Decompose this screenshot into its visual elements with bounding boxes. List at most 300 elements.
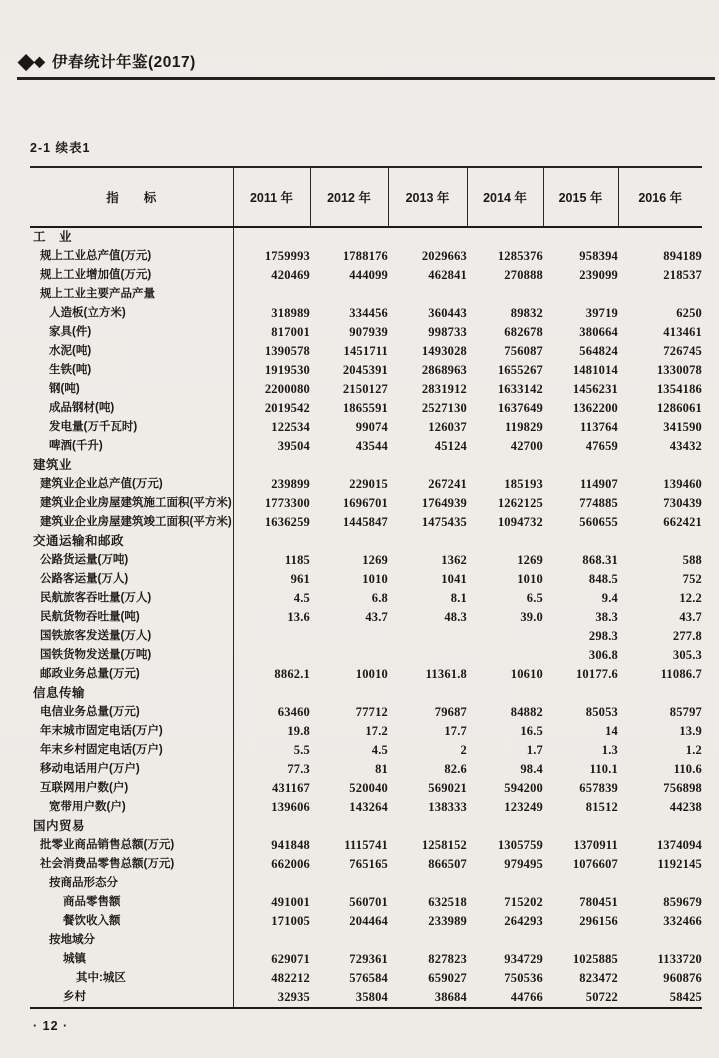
year-value xyxy=(618,285,702,304)
year-value: 110.6 xyxy=(673,762,702,776)
year-value: 2150127 xyxy=(342,382,388,396)
indicator-label: 民航货物吞吐量(吨) xyxy=(30,608,233,627)
year-value xyxy=(310,227,388,247)
year-column-header: 2011 年 xyxy=(233,167,310,227)
year-value xyxy=(543,227,618,247)
year-value: 77712 xyxy=(355,705,388,719)
year-value: 941848 xyxy=(271,838,310,852)
year-value: 1305759 xyxy=(497,838,543,852)
indicator-label: 国铁货物发送量(万吨) xyxy=(30,646,233,665)
year-value: 58425 xyxy=(618,988,702,1008)
year-value: 19.8 xyxy=(287,724,310,738)
year-value: 13.9 xyxy=(679,724,702,738)
year-value: 6.8 xyxy=(371,591,388,605)
year-value: 998733 xyxy=(428,325,467,339)
table-row xyxy=(30,494,702,513)
year-value: 1258152 xyxy=(421,838,467,852)
table-header-row xyxy=(30,167,702,227)
table-row xyxy=(30,855,702,874)
year-value: 2 xyxy=(460,743,467,757)
indicator-label: 公路货运量(万吨) xyxy=(30,551,233,570)
year-value: 569021 xyxy=(428,781,467,795)
indicator-column-header: 指 标 xyxy=(30,167,233,227)
year-value: 444099 xyxy=(349,268,388,282)
table-row xyxy=(30,874,702,893)
year-value: 38684 xyxy=(388,988,467,1008)
year-value: 752 xyxy=(682,572,702,586)
year-value: 39.0 xyxy=(520,610,543,624)
year-value xyxy=(310,646,388,665)
indicator-label: 宽带用户数(户) xyxy=(30,798,233,817)
year-value: 2527130 xyxy=(421,401,467,415)
table-row xyxy=(30,266,702,285)
year-value xyxy=(543,874,618,893)
year-value: 89832 xyxy=(510,306,543,320)
table-row xyxy=(30,627,702,646)
year-value: 1025885 xyxy=(572,952,618,966)
year-value xyxy=(618,684,702,703)
year-value xyxy=(233,874,310,893)
year-value: 1696701 xyxy=(342,496,388,510)
year-value xyxy=(618,817,702,836)
table-row xyxy=(30,893,702,912)
indicator-label: 国铁旅客发送量(万人) xyxy=(30,627,233,646)
year-value xyxy=(543,931,618,950)
year-value: 1133720 xyxy=(657,952,702,966)
year-value: 114907 xyxy=(579,477,618,491)
year-column-header: 2016 年 xyxy=(618,167,702,227)
year-value: 305.3 xyxy=(672,648,702,662)
year-value: 894189 xyxy=(663,249,702,263)
table-row xyxy=(30,798,702,817)
year-value: 171005 xyxy=(271,914,310,928)
year-value: 750536 xyxy=(504,971,543,985)
year-value: 1354186 xyxy=(656,382,702,396)
year-value: 11361.8 xyxy=(425,667,467,681)
year-value xyxy=(310,817,388,836)
year-value: 1788176 xyxy=(342,249,388,263)
year-value: 1094732 xyxy=(497,515,543,529)
year-value: 1493028 xyxy=(421,344,467,358)
year-value: 756898 xyxy=(663,781,702,795)
year-value xyxy=(467,532,543,551)
year-value: 35804 xyxy=(310,988,388,1008)
year-value: 277.8 xyxy=(672,629,702,643)
year-value: 12.2 xyxy=(679,591,702,605)
section-label: 工 业 xyxy=(30,227,233,247)
year-value: 629071 xyxy=(271,952,310,966)
year-value: 360443 xyxy=(428,306,467,320)
section-header-row xyxy=(30,684,702,703)
year-value: 560701 xyxy=(349,895,388,909)
year-value xyxy=(310,684,388,703)
year-value: 110.1 xyxy=(589,762,618,776)
year-value: 1633142 xyxy=(497,382,543,396)
year-value xyxy=(618,874,702,893)
year-value xyxy=(467,646,543,665)
year-value: 233989 xyxy=(428,914,467,928)
year-value: 1330078 xyxy=(656,363,702,377)
year-value xyxy=(467,285,543,304)
year-value: 239099 xyxy=(579,268,618,282)
year-value: 43432 xyxy=(669,439,702,453)
year-value: 17.2 xyxy=(365,724,388,738)
statistics-table xyxy=(30,166,702,1009)
year-value: 332466 xyxy=(663,914,702,928)
year-value: 715202 xyxy=(504,895,543,909)
year-value: 662006 xyxy=(271,857,310,871)
year-value: 239899 xyxy=(271,477,310,491)
year-value: 1076607 xyxy=(572,857,618,871)
year-value: 659027 xyxy=(428,971,467,985)
year-value: 462841 xyxy=(428,268,467,282)
year-value: 520040 xyxy=(349,781,388,795)
year-value: 13.6 xyxy=(287,610,310,624)
indicator-label: 按商品形态分 xyxy=(30,874,233,893)
year-value xyxy=(310,532,388,551)
year-value: 564824 xyxy=(579,344,618,358)
year-value: 44238 xyxy=(669,800,702,814)
year-value: 1759993 xyxy=(264,249,310,263)
year-value: 765165 xyxy=(349,857,388,871)
year-value: 960876 xyxy=(663,971,702,985)
year-value: 1041 xyxy=(441,572,467,586)
year-value: 431167 xyxy=(271,781,310,795)
year-value: 119829 xyxy=(504,420,543,434)
indicator-label: 啤酒(千升) xyxy=(30,437,233,456)
year-value xyxy=(233,646,310,665)
year-value xyxy=(467,227,543,247)
indicator-label: 生铁(吨) xyxy=(30,361,233,380)
indicator-label: 按地域分 xyxy=(30,931,233,950)
year-value: 2831912 xyxy=(421,382,467,396)
year-value: 4.5 xyxy=(371,743,388,757)
year-value: 16.5 xyxy=(520,724,543,738)
year-value xyxy=(310,285,388,304)
section-label: 建筑业 xyxy=(30,456,233,475)
year-value: 4.5 xyxy=(293,591,310,605)
diamond-icon: ◆ xyxy=(34,53,45,69)
year-value: 934729 xyxy=(504,952,543,966)
year-value xyxy=(233,684,310,703)
indicator-label: 乡村 xyxy=(30,988,233,1008)
year-value: 85053 xyxy=(585,705,618,719)
year-value: 2045391 xyxy=(342,363,388,377)
year-value: 1773300 xyxy=(264,496,310,510)
year-value: 979495 xyxy=(504,857,543,871)
indicator-label: 社会消费品零售总额(万元) xyxy=(30,855,233,874)
year-value: 5.5 xyxy=(293,743,310,757)
year-value: 848.5 xyxy=(588,572,618,586)
year-value: 8862.1 xyxy=(274,667,310,681)
table-row xyxy=(30,931,702,950)
table-row xyxy=(30,247,702,266)
year-value xyxy=(388,817,467,836)
year-value: 823472 xyxy=(579,971,618,985)
year-value: 413461 xyxy=(663,325,702,339)
table-row xyxy=(30,589,702,608)
indicator-label: 批零业商品销售总额(万元) xyxy=(30,836,233,855)
year-value: 139606 xyxy=(271,800,310,814)
year-value: 42700 xyxy=(510,439,543,453)
year-value: 1636259 xyxy=(264,515,310,529)
year-value xyxy=(467,684,543,703)
header-rule xyxy=(17,77,715,80)
year-value: 866507 xyxy=(428,857,467,871)
year-value: 84882 xyxy=(510,705,543,719)
year-value xyxy=(310,627,388,646)
indicator-label: 年末乡村固定电话(万户) xyxy=(30,741,233,760)
indicator-label: 邮政业务总量(万元) xyxy=(30,665,233,684)
year-value: 126037 xyxy=(428,420,467,434)
year-value: 756087 xyxy=(504,344,543,358)
year-value xyxy=(233,285,310,304)
year-value: 907939 xyxy=(349,325,388,339)
year-value: 576584 xyxy=(349,971,388,985)
indicator-label: 建筑业企业房屋建筑竣工面积(平方米) xyxy=(30,513,233,532)
year-value: 827823 xyxy=(428,952,467,966)
year-value: 2019542 xyxy=(264,401,310,415)
year-value: 48.3 xyxy=(444,610,467,624)
year-value: 1362 xyxy=(441,553,467,567)
page-header xyxy=(18,50,713,72)
indicator-label: 电信业务总量(万元) xyxy=(30,703,233,722)
year-column-header: 2013 年 xyxy=(388,167,467,227)
year-value: 122534 xyxy=(271,420,310,434)
table-row xyxy=(30,912,702,931)
year-value xyxy=(388,285,467,304)
year-value xyxy=(233,227,310,247)
year-value: 334456 xyxy=(349,306,388,320)
year-value: 341590 xyxy=(663,420,702,434)
table-caption: 2-1 续表1 xyxy=(30,141,91,155)
year-value: 38.3 xyxy=(595,610,618,624)
year-value: 594200 xyxy=(504,781,543,795)
year-value: 1445847 xyxy=(342,515,388,529)
year-value xyxy=(310,874,388,893)
year-column-header: 2014 年 xyxy=(467,167,543,227)
table-row xyxy=(30,323,702,342)
year-value xyxy=(233,532,310,551)
indicator-label: 人造板(立方米) xyxy=(30,304,233,323)
year-value: 780451 xyxy=(579,895,618,909)
year-value: 6.5 xyxy=(526,591,543,605)
year-value: 1637649 xyxy=(497,401,543,415)
year-value: 306.8 xyxy=(588,648,618,662)
section-header-row xyxy=(30,227,702,247)
year-value: 85797 xyxy=(669,705,702,719)
year-value: 10177.6 xyxy=(575,667,618,681)
year-value: 10010 xyxy=(355,667,388,681)
indicator-label: 规上工业增加值(万元) xyxy=(30,266,233,285)
year-value xyxy=(467,456,543,475)
year-value: 632518 xyxy=(428,895,467,909)
table-row xyxy=(30,285,702,304)
indicator-label: 餐饮收入额 xyxy=(30,912,233,931)
year-value: 560655 xyxy=(579,515,618,529)
indicator-label: 钢(吨) xyxy=(30,380,233,399)
year-value xyxy=(543,684,618,703)
year-value: 482212 xyxy=(271,971,310,985)
year-value: 1269 xyxy=(362,553,388,567)
table-row xyxy=(30,513,702,532)
year-value: 2200080 xyxy=(264,382,310,396)
table-row xyxy=(30,608,702,627)
indicator-label: 移动电话用户(万户) xyxy=(30,760,233,779)
table-row xyxy=(30,570,702,589)
year-value: 6250 xyxy=(676,306,702,320)
indicator-label: 规上工业主要产品产量 xyxy=(30,285,233,304)
year-value: 77.3 xyxy=(287,762,310,776)
year-value: 1390578 xyxy=(264,344,310,358)
year-value: 662421 xyxy=(663,515,702,529)
year-value: 139460 xyxy=(663,477,702,491)
year-value: 1010 xyxy=(362,572,388,586)
year-value: 1262125 xyxy=(497,496,543,510)
table-row xyxy=(30,437,702,456)
year-value: 1451711 xyxy=(343,344,388,358)
year-value xyxy=(233,627,310,646)
indicator-label: 城镇 xyxy=(30,950,233,969)
year-value xyxy=(543,285,618,304)
year-value xyxy=(388,874,467,893)
year-value xyxy=(388,684,467,703)
year-value xyxy=(233,931,310,950)
table-row xyxy=(30,475,702,494)
year-value: 1285376 xyxy=(497,249,543,263)
table-row xyxy=(30,760,702,779)
year-value: 99074 xyxy=(355,420,388,434)
year-value: 958394 xyxy=(579,249,618,263)
year-value: 10610 xyxy=(510,667,543,681)
year-value: 1010 xyxy=(517,572,543,586)
table-row xyxy=(30,380,702,399)
year-value: 1865591 xyxy=(342,401,388,415)
year-value: 264293 xyxy=(504,914,543,928)
section-header-row xyxy=(30,456,702,475)
year-value xyxy=(467,874,543,893)
year-value: 817001 xyxy=(271,325,310,339)
year-value xyxy=(543,532,618,551)
year-value: 1481014 xyxy=(572,363,618,377)
indicator-label: 成品钢材(吨) xyxy=(30,399,233,418)
year-column-header: 2015 年 xyxy=(543,167,618,227)
indicator-label: 民航旅客吞吐量(万人) xyxy=(30,589,233,608)
table-row xyxy=(30,722,702,741)
year-value: 43544 xyxy=(355,439,388,453)
year-value: 1655267 xyxy=(497,363,543,377)
year-value: 1.2 xyxy=(685,743,702,757)
year-value: 961 xyxy=(290,572,310,586)
year-value: 270888 xyxy=(504,268,543,282)
year-value: 204464 xyxy=(349,914,388,928)
year-value: 79687 xyxy=(434,705,467,719)
table-row xyxy=(30,646,702,665)
indicator-label: 规上工业总产值(万元) xyxy=(30,247,233,266)
year-value: 298.3 xyxy=(588,629,618,643)
year-column-header: 2012 年 xyxy=(310,167,388,227)
year-value: 143264 xyxy=(349,800,388,814)
year-value xyxy=(618,532,702,551)
year-value: 81512 xyxy=(585,800,618,814)
year-value xyxy=(618,931,702,950)
indicator-label: 建筑业企业房屋建筑施工面积(平方米) xyxy=(30,494,233,513)
year-value: 229015 xyxy=(349,477,388,491)
year-value: 1764939 xyxy=(421,496,467,510)
year-value: 296156 xyxy=(579,914,618,928)
year-value: 2029663 xyxy=(421,249,467,263)
year-value: 730439 xyxy=(663,496,702,510)
year-value: 39719 xyxy=(585,306,618,320)
table-row xyxy=(30,950,702,969)
year-value xyxy=(467,627,543,646)
year-value: 82.6 xyxy=(444,762,467,776)
indicator-label: 家具(件) xyxy=(30,323,233,342)
year-value xyxy=(310,456,388,475)
year-value: 1286061 xyxy=(656,401,702,415)
section-label: 信息传输 xyxy=(30,684,233,703)
table-row xyxy=(30,741,702,760)
year-value: 39504 xyxy=(277,439,310,453)
year-value xyxy=(388,532,467,551)
year-value: 1919530 xyxy=(264,363,310,377)
year-value: 318989 xyxy=(271,306,310,320)
year-value: 380664 xyxy=(579,325,618,339)
year-value: 267241 xyxy=(428,477,467,491)
year-value: 420469 xyxy=(271,268,310,282)
indicator-label: 互联网用户数(户) xyxy=(30,779,233,798)
indicator-label: 商品零售额 xyxy=(30,893,233,912)
table-row xyxy=(30,779,702,798)
year-value xyxy=(388,456,467,475)
year-value: 588 xyxy=(682,553,702,567)
table-row xyxy=(30,988,702,1008)
year-value: 1374094 xyxy=(656,838,702,852)
indicator-label: 发电量(万千瓦时) xyxy=(30,418,233,437)
year-value: 1115741 xyxy=(344,838,388,852)
year-value xyxy=(310,931,388,950)
section-label: 国内贸易 xyxy=(30,817,233,836)
page-header-title: 伊春统计年鉴(2017) xyxy=(51,54,196,71)
table-row xyxy=(30,418,702,437)
year-value: 9.4 xyxy=(601,591,618,605)
year-value: 45124 xyxy=(434,439,467,453)
year-value: 774885 xyxy=(579,496,618,510)
year-value: 43.7 xyxy=(679,610,702,624)
diamond-icon: ◆ xyxy=(18,49,35,73)
table-row xyxy=(30,342,702,361)
year-value: 729361 xyxy=(349,952,388,966)
section-header-row xyxy=(30,817,702,836)
year-value: 113764 xyxy=(579,420,618,434)
section-label: 交通运输和邮政 xyxy=(30,532,233,551)
year-value: 1192145 xyxy=(657,857,702,871)
table-row xyxy=(30,361,702,380)
year-value: 1269 xyxy=(517,553,543,567)
year-value xyxy=(618,456,702,475)
year-value: 1362200 xyxy=(572,401,618,415)
year-value xyxy=(618,227,702,247)
year-value: 868.31 xyxy=(582,553,618,567)
year-value xyxy=(467,817,543,836)
indicator-label: 其中:城区 xyxy=(30,969,233,988)
year-value: 44766 xyxy=(467,988,543,1008)
year-value: 1370911 xyxy=(573,838,618,852)
year-value: 1.3 xyxy=(601,743,618,757)
year-value xyxy=(388,931,467,950)
year-value xyxy=(543,456,618,475)
year-value: 47659 xyxy=(585,439,618,453)
